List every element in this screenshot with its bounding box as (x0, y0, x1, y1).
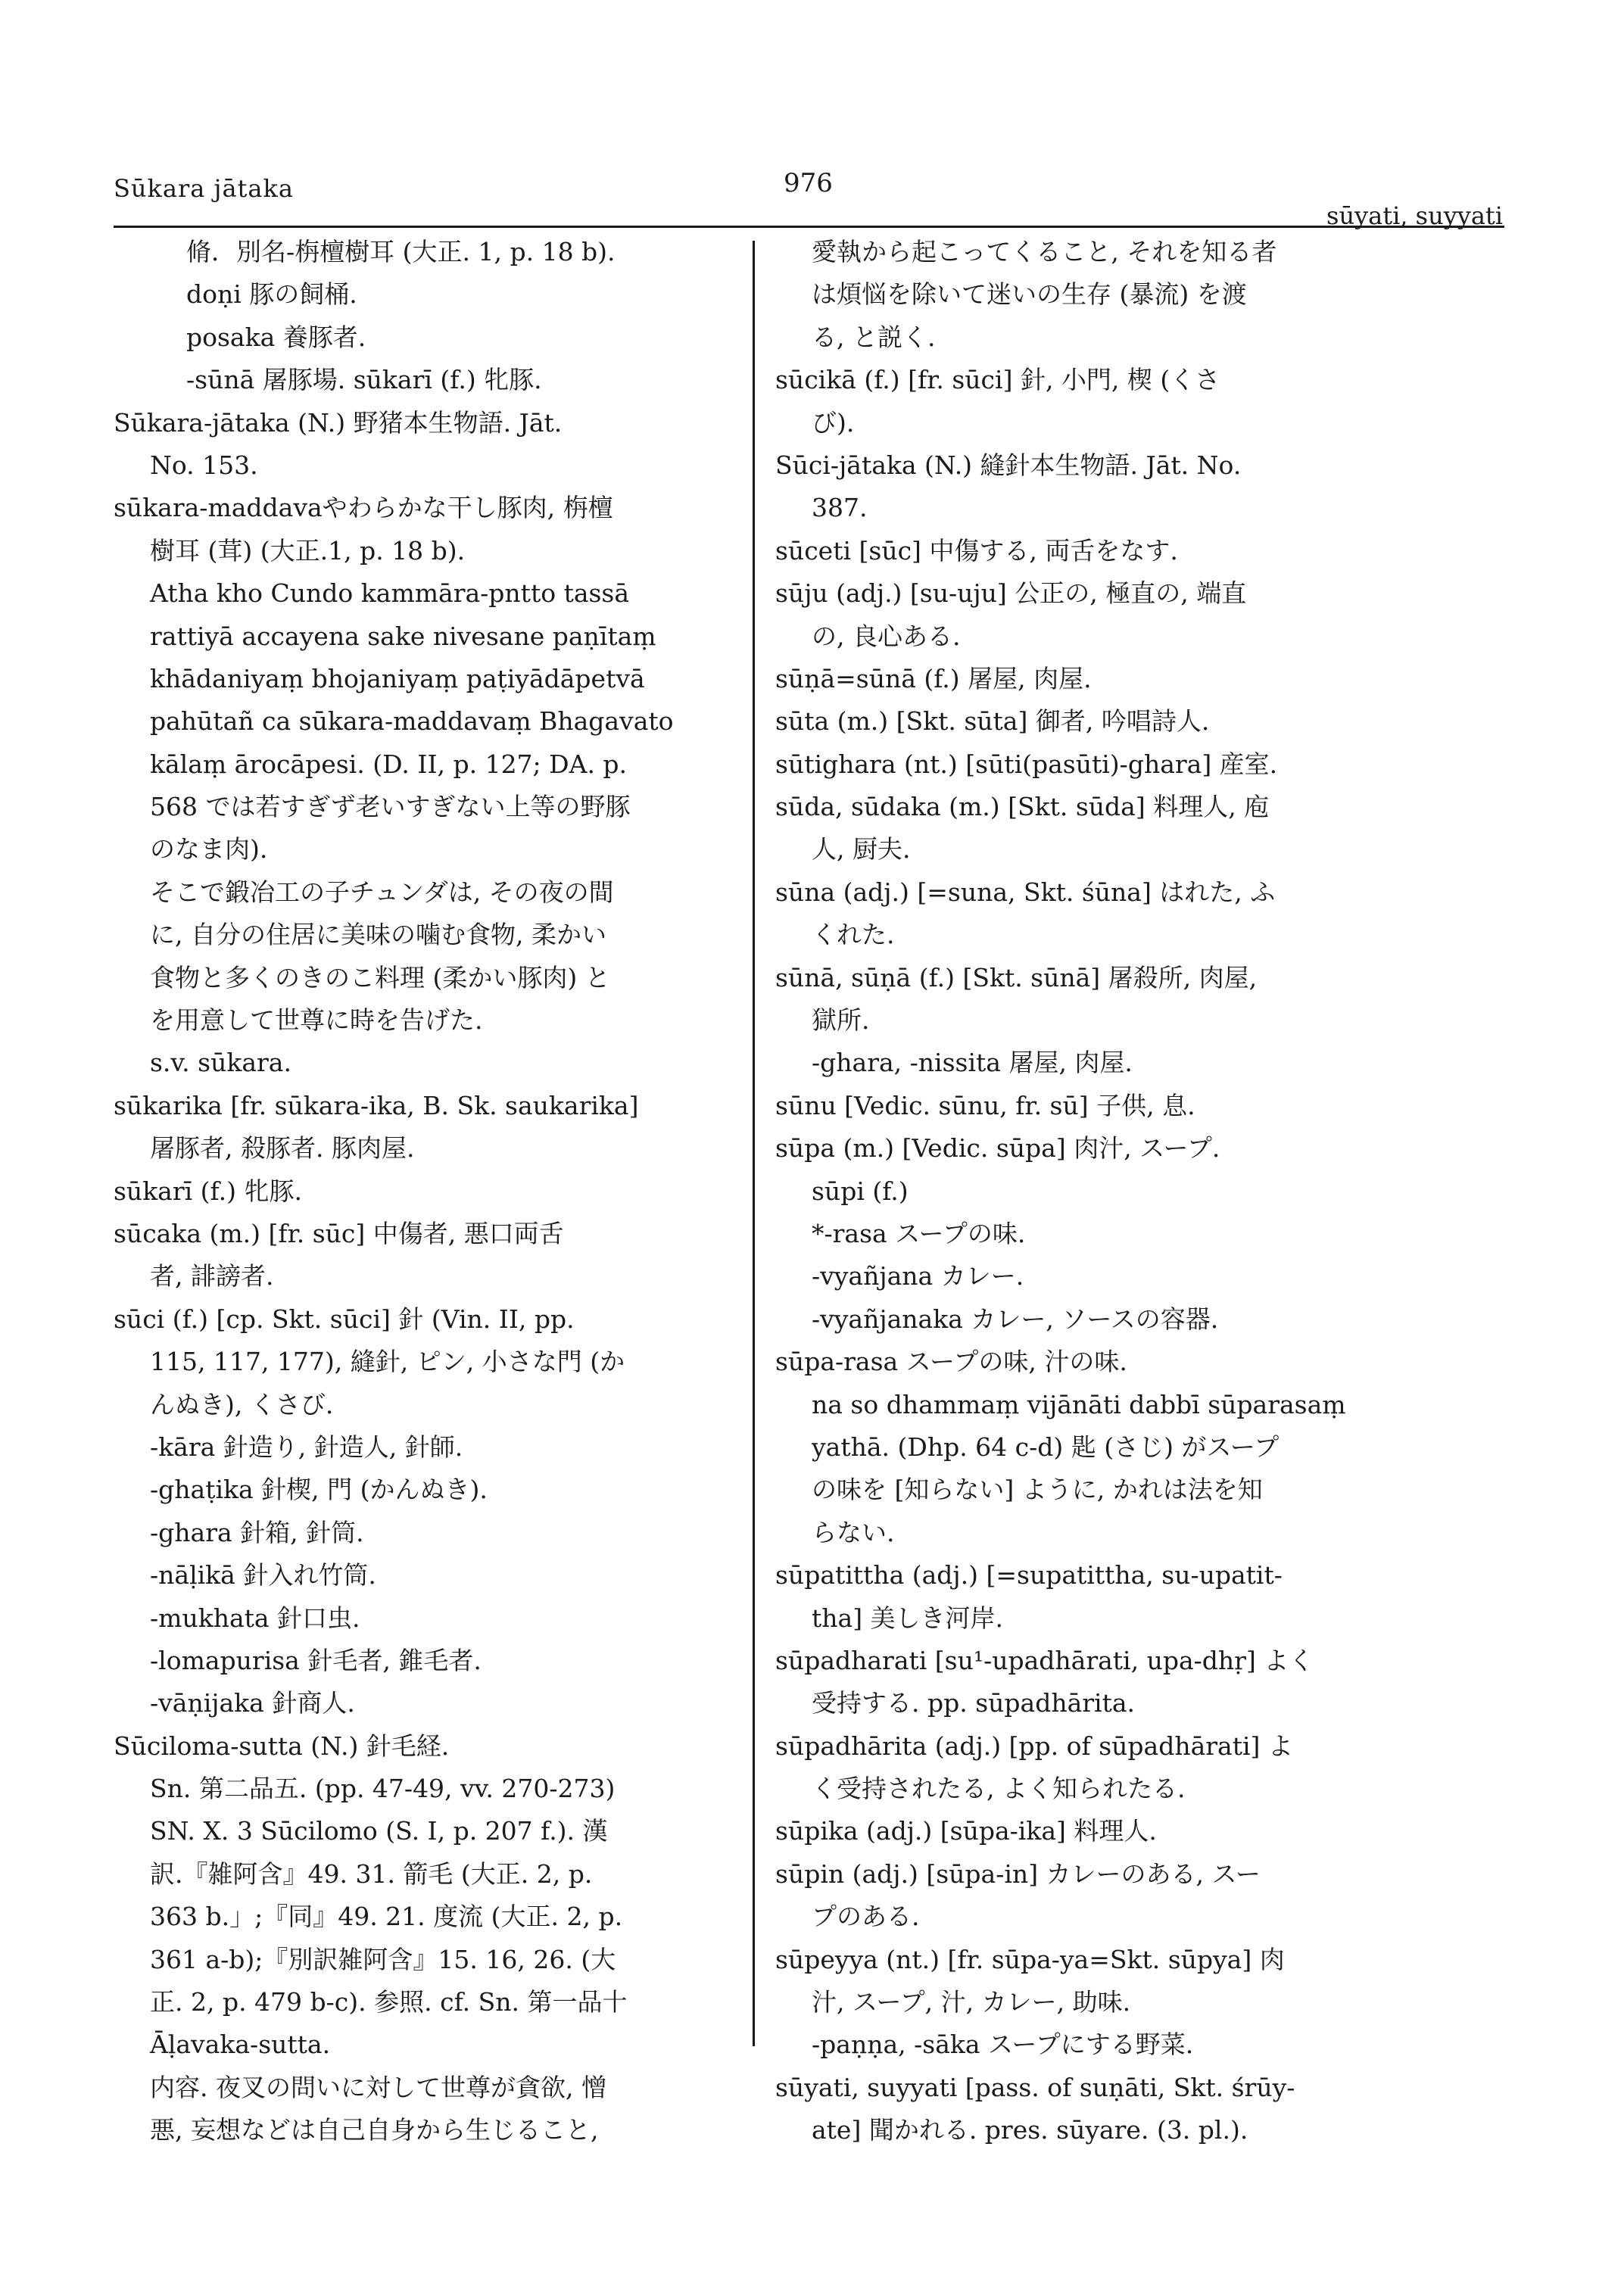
entry-line: プのある. (812, 1902, 920, 1932)
entry-headline: sūpa (m.) [Vedic. sūpa] 肉汁, スープ. (775, 1133, 1220, 1164)
entry-headline: sūpika (adj.) [sūpa-ika] 料理人. (775, 1816, 1157, 1846)
entry-line: rattiyā accayena sake nivesane paṇītaṃ (150, 621, 656, 651)
entry-line: *-rasa スープの味. (812, 1218, 1026, 1248)
entry-line: Āḷavaka-sutta. (150, 2030, 331, 2060)
entry-line: sūpi (f.) (812, 1176, 909, 1206)
entry-line: 訳.『雑阿含』49. 31. 箭毛 (大正. 2, p. (150, 1858, 593, 1889)
entry-line: -vyañjana カレー. (812, 1261, 1024, 1291)
entry-line: は煩悩を除いて迷いの生存 (暴流) を渡 (812, 279, 1247, 310)
entry-headline: sūcaka (m.) [fr. sūc] 中傷者, 悪口両舌 (114, 1218, 564, 1248)
entry-line: 受持する. pp. sūpadhārita. (812, 1688, 1136, 1718)
entry-line: 獄所. (812, 1005, 870, 1036)
entry-line: 内容. 夜叉の問いに対して世尊が貪欲, 憎 (150, 2072, 606, 2102)
entry-headline: sūceti [sūc] 中傷する, 両舌をなす. (775, 535, 1178, 565)
entry-line: 人, 厨夫. (812, 834, 911, 865)
entry-line: 脩．別名-栴檀樹耳 (大正. 1, p. 18 b). (186, 237, 616, 266)
entry-line: -ghara, -nissita 屠屋, 肉屋. (812, 1048, 1133, 1078)
entry-line: -kāra 針造り, 針造人, 針師. (150, 1432, 463, 1462)
entry-line: 115, 117, 177), 縫針, ピン, 小さな門 (か (150, 1347, 625, 1377)
entry-line: 387. (812, 493, 868, 523)
entry-headline: sūkarī (f.) 牝豚. (114, 1176, 302, 1206)
entry-headline: sūṇā=sūnā (f.) 屠屋, 肉屋. (775, 663, 1092, 693)
entry-line: -ghaṭika 針楔, 門 (かんぬき). (150, 1475, 488, 1505)
entry-headline: sūcikā (f.) [fr. sūci] 針, 小門, 楔 (くさ (775, 365, 1220, 395)
entry-headline: sūci (f.) [cp. Skt. sūci] 針 (Vin. II, pp. (114, 1304, 575, 1334)
entry-line: na so dhammaṃ vijānāti dabbī sūparasaṃ (812, 1389, 1346, 1419)
entry-line: -sūnā 屠豚場. sūkarī (f.) 牝豚. (186, 365, 542, 395)
entry-line: 樹耳 (茸) (大正.1, p. 18 b). (150, 535, 466, 565)
entry-line: 正. 2, p. 479 b-c). 参照. cf. Sn. 第一品十 (150, 1987, 628, 2017)
entry-line: んぬき), くさび. (150, 1389, 334, 1419)
running-head-left: Sūkara jātaka (114, 174, 294, 203)
entry-headline: sūpadharati [su¹-upadhārati, upa-dhṛ] よく (775, 1645, 1314, 1675)
entry-line: 汁, スープ, 汁, カレー, 助味. (812, 1987, 1131, 2017)
entry-line: khādaniyaṃ bhojaniyaṃ paṭiyādāpetvā (150, 663, 645, 693)
entry-headline: sūyati, suyyati [pass. of suṇāti, Skt. śrūy- (775, 2072, 1295, 2102)
page-header (114, 168, 1503, 230)
entry-line: 悪, 妄想などは自己自身から生じること, (150, 2115, 599, 2145)
header-rule (114, 226, 1504, 228)
entry-headline: sūpadhārita (adj.) [pp. of sūpadhārati] よ (775, 1731, 1293, 1761)
entry-line: く受持されたる, よく知られたる. (812, 1774, 1186, 1804)
entry-line: -vyañjanaka カレー, ソースの容器. (812, 1304, 1219, 1334)
entry-headline: sūpa-rasa スープの味, 汁の味. (775, 1347, 1127, 1377)
entry-line: の, 良心ある. (812, 621, 961, 651)
entry-headline: sūtighara (nt.) [sūti(pasūti)-ghara] 産室. (775, 749, 1278, 779)
column-divider (753, 241, 755, 2046)
entry-headline: sūnā, sūṇā (f.) [Skt. sūnā] 屠殺所, 肉屋, (775, 962, 1258, 992)
entry-line: tha] 美しき河岸. (812, 1603, 1004, 1633)
entry-headline: Sūkara-jātaka (N.) 野猪本生物語. Jāt. (114, 407, 563, 438)
entry-line: そこで鍛冶工の子チュンダは, その夜の間 (150, 877, 614, 907)
entry-headline: Sūci-jātaka (N.) 縫針本生物語. Jāt. No. (775, 450, 1242, 480)
entry-headline: sūpin (adj.) [sūpa-in] カレーのある, スー (775, 1858, 1261, 1889)
entry-headline: sūna (adj.) [=suna, Skt. śūna] はれた, ふ (775, 877, 1276, 907)
entry-line: s.v. sūkara. (150, 1048, 291, 1078)
entry-line: -vāṇijaka 針商人. (150, 1688, 355, 1718)
entry-line: に, 自分の住居に美味の噛む食物, 柔かい (150, 920, 606, 950)
entry-line: る, と説く. (812, 322, 936, 352)
entry-line: -paṇṇa, -sāka スープにする野菜. (812, 2030, 1194, 2060)
entry-headline: sūkara-maddavaやわらかな干し豚肉, 栴檀 (114, 493, 613, 523)
entry-line: のなま肉). (150, 834, 268, 865)
entry-line: らない. (812, 1517, 895, 1547)
entry-line: の味を [知らない] ように, かれは法を知 (812, 1475, 1263, 1505)
page-number: 976 (784, 168, 833, 198)
entry-line: SN. X. 3 Sūcilomo (S. I, p. 207 f.). 漢 (150, 1816, 608, 1846)
running-head-right: sūyati, suyyati (1326, 201, 1503, 230)
entry-headline: sūnu [Vedic. sūnu, fr. sū] 子供, 息. (775, 1090, 1195, 1120)
entry-headline: sūta (m.) [Skt. sūta] 御者, 吟唱詩人. (775, 706, 1210, 737)
entry-line: 屠豚者, 殺豚者. 豚肉屋. (150, 1133, 415, 1164)
entry-headline: sūkarika [fr. sūkara-ika, B. Sk. saukarika] (114, 1090, 639, 1120)
entry-line: ate] 聞かれる. pres. sūyare. (3. pl.). (812, 2115, 1248, 2145)
entry-line: pahūtañ ca sūkara-maddavaṃ Bhagavato (150, 706, 674, 737)
entry-line: 愛執から起こってくること, それを知る者 (812, 237, 1277, 266)
entry-line: -lomapurisa 針毛者, 錐毛者. (150, 1645, 482, 1675)
entry-line: doṇi 豚の飼桶. (186, 279, 357, 310)
entry-line: kālaṃ ārocāpesi. (D. II, p. 127; DA. p. (150, 749, 628, 779)
entry-line: くれた. (812, 920, 895, 950)
entry-line: No. 153. (150, 450, 258, 480)
entry-line: 食物と多くのきのこ料理 (柔かい豚肉) と (150, 962, 610, 992)
entry-line: -ghara 針箱, 針筒. (150, 1517, 364, 1547)
entry-headline: sūpeyya (nt.) [fr. sūpa-ya=Skt. sūpya] 肉 (775, 1944, 1285, 1974)
entry-line: Sn. 第二品五. (pp. 47-49, vv. 270-273) (150, 1774, 616, 1804)
left-column (114, 231, 742, 2152)
entry-headline: sūju (adj.) [su-uju] 公正の, 極直の, 端直 (775, 578, 1247, 609)
entry-line: -mukhata 針口虫. (150, 1603, 360, 1633)
entry-line: 568 では若すぎず老いすぎない上等の野豚 (150, 792, 631, 822)
entry-headline: sūpatittha (adj.) [=supatittha, su-upatit- (775, 1560, 1283, 1590)
entry-line: 363 b.」;『同』49. 21. 度流 (大正. 2, p. (150, 1902, 623, 1932)
entry-line: Atha kho Cundo kammāra-pntto tassā (150, 578, 630, 609)
entry-line: posaka 養豚者. (186, 322, 366, 352)
entry-line: び). (812, 407, 855, 438)
entry-line: yathā. (Dhp. 64 c-d) 匙 (さじ) がスープ (812, 1432, 1280, 1462)
entry-headline: sūda, sūdaka (m.) [Skt. sūda] 料理人, 庖 (775, 792, 1270, 822)
entry-line: -nāḷikā 針入れ竹筒. (150, 1560, 376, 1590)
entry-line: 者, 誹謗者. (150, 1261, 274, 1291)
entry-line: 361 a-b);『別訳雑阿含』15. 16, 26. (大 (150, 1944, 616, 1974)
right-column (775, 231, 1432, 2152)
entry-line: を用意して世尊に時を告げた. (150, 1005, 483, 1036)
entry-headline: Sūciloma-sutta (N.) 針毛経. (114, 1731, 450, 1761)
